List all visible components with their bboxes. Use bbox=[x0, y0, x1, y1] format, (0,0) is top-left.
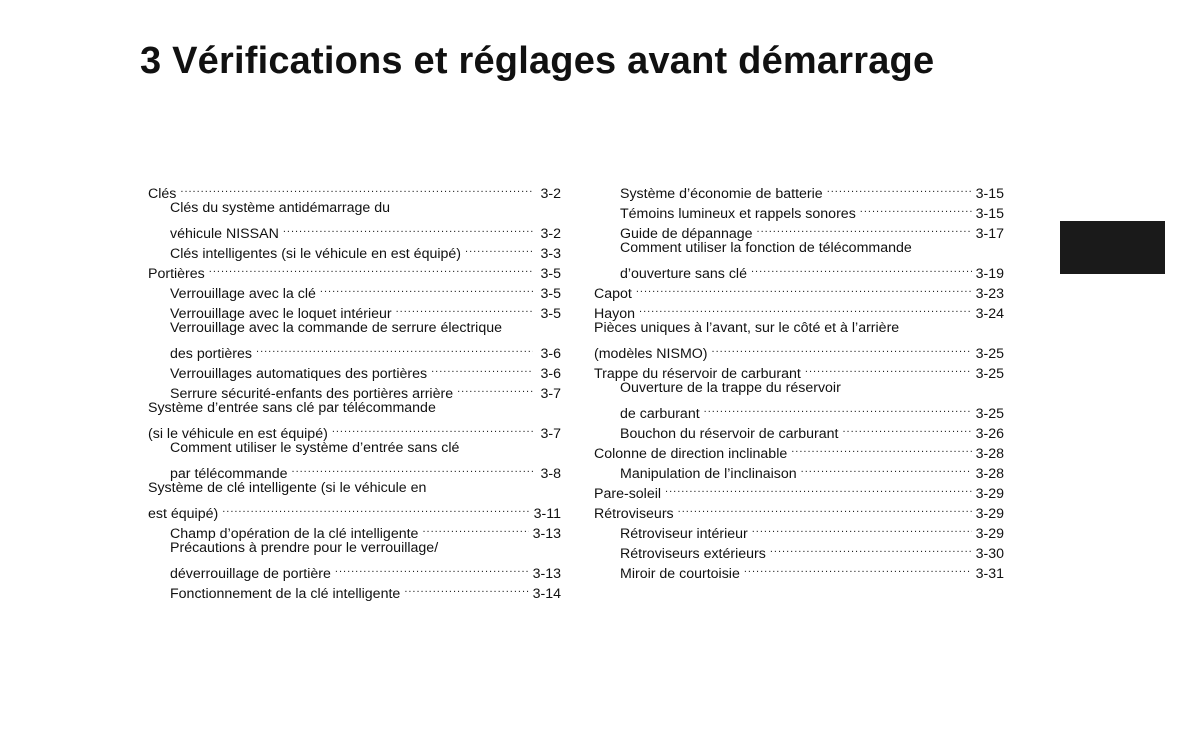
dot-leader bbox=[335, 558, 529, 578]
toc-entry[interactable] bbox=[148, 298, 561, 322]
toc-entry[interactable] bbox=[148, 578, 561, 602]
toc-entry[interactable] bbox=[594, 558, 1004, 582]
dot-leader bbox=[320, 278, 533, 298]
toc-entry[interactable] bbox=[148, 518, 561, 542]
dot-leader bbox=[283, 218, 533, 238]
dot-leader bbox=[292, 458, 533, 478]
toc-entry-title: Pare-soleil bbox=[594, 486, 662, 502]
toc-page-number: 3-24 bbox=[975, 306, 1004, 322]
toc-page-number: 3-6 bbox=[540, 346, 561, 362]
toc-entry[interactable] bbox=[594, 218, 1004, 242]
toc-page-number: 3-7 bbox=[540, 386, 561, 402]
toc-entry[interactable] bbox=[594, 278, 1004, 302]
toc-page-number: 3-8 bbox=[540, 466, 561, 482]
toc-entry[interactable] bbox=[594, 238, 1004, 282]
toc-page-number: 3-28 bbox=[975, 466, 1004, 482]
toc-page-number: 3-29 bbox=[975, 486, 1004, 502]
dot-leader bbox=[222, 498, 529, 518]
toc-page-number: 3-7 bbox=[540, 426, 561, 442]
dot-leader bbox=[751, 258, 972, 278]
dot-leader bbox=[757, 218, 972, 238]
toc-page-number: 3-2 bbox=[540, 226, 561, 242]
toc-entry[interactable] bbox=[148, 178, 561, 202]
toc-entry-title: de carburant bbox=[620, 406, 700, 422]
toc-entry-title: Clés bbox=[148, 186, 177, 202]
dot-leader bbox=[791, 438, 971, 458]
toc-page-number: 3-5 bbox=[540, 266, 561, 282]
toc-entry-title: Fonctionnement de la clé intelligente bbox=[170, 586, 401, 602]
toc-page-number: 3-15 bbox=[975, 206, 1004, 222]
toc-page-number: 3-29 bbox=[975, 506, 1004, 522]
toc-entry[interactable] bbox=[148, 438, 561, 482]
dot-leader bbox=[770, 538, 972, 558]
toc-page-number: 3-19 bbox=[975, 266, 1004, 282]
toc-page-number: 3-30 bbox=[975, 546, 1004, 562]
toc-entry-title: Verrouillage avec la clé bbox=[170, 286, 316, 302]
toc-entry[interactable] bbox=[594, 518, 1004, 542]
toc-entry-title: est équipé) bbox=[148, 506, 219, 522]
dot-leader bbox=[180, 178, 533, 198]
toc-entry-title: Rétroviseurs bbox=[594, 506, 674, 522]
page-title: 3 Vérifications et réglages avant démarrage bbox=[140, 40, 935, 82]
toc-entry[interactable] bbox=[148, 238, 561, 262]
toc-entry-title: Ouverture de la trappe du réservoir bbox=[620, 380, 841, 396]
dot-leader bbox=[827, 178, 972, 198]
dot-leader bbox=[639, 298, 972, 318]
toc-entry[interactable] bbox=[594, 378, 1004, 422]
toc-page-number: 3-25 bbox=[975, 366, 1004, 382]
toc-page-number: 3-23 bbox=[975, 286, 1004, 302]
toc-entry-title: Colonne de direction inclinable bbox=[594, 446, 788, 462]
toc-entry-title: Champ d’opération de la clé intelligente bbox=[170, 526, 419, 542]
toc-entry[interactable] bbox=[594, 538, 1004, 562]
toc-entry[interactable] bbox=[594, 298, 1004, 322]
toc-page-number: 3-14 bbox=[532, 586, 561, 602]
toc-entry-title: Rétroviseurs extérieurs bbox=[620, 546, 766, 562]
toc-page-number: 3-28 bbox=[975, 446, 1004, 462]
toc-page-number: 3-31 bbox=[975, 566, 1004, 582]
dot-leader bbox=[665, 478, 972, 498]
toc-entry-title: Verrouillage avec la commande de serrure électrique bbox=[170, 320, 503, 336]
dot-leader bbox=[465, 238, 533, 258]
toc-page-number: 3-25 bbox=[975, 406, 1004, 422]
toc-entry-title: Témoins lumineux et rappels sonores bbox=[620, 206, 856, 222]
toc-entry-title: Rétroviseur intérieur bbox=[620, 526, 748, 542]
toc-entry[interactable] bbox=[148, 198, 561, 242]
toc-entry[interactable] bbox=[148, 378, 561, 402]
toc-entry-title: Pièces uniques à l’avant, sur le côté et à l’arrière bbox=[594, 320, 900, 336]
dot-leader bbox=[805, 358, 972, 378]
toc-entry-title: Système d’économie de batterie bbox=[620, 186, 823, 202]
toc-entry[interactable] bbox=[148, 478, 561, 522]
toc-entry[interactable] bbox=[594, 418, 1004, 442]
toc-entry-title: Bouchon du réservoir de carburant bbox=[620, 426, 839, 442]
toc-entry-title: Manipulation de l’inclinaison bbox=[620, 466, 797, 482]
toc-page-number: 3-15 bbox=[975, 186, 1004, 202]
dot-leader bbox=[636, 278, 972, 298]
toc-page-number: 3-5 bbox=[540, 286, 561, 302]
toc-entry-title: Comment utiliser le système d’entrée sans clé bbox=[170, 440, 460, 456]
toc-entry-title: Comment utiliser la fonction de télécommande bbox=[620, 240, 912, 256]
toc-page-number: 3-6 bbox=[540, 366, 561, 382]
toc-page-number: 3-13 bbox=[532, 566, 561, 582]
toc-entry-title: Guide de dépannage bbox=[620, 226, 753, 242]
dot-leader bbox=[422, 518, 528, 538]
toc-entry[interactable] bbox=[594, 318, 1004, 362]
toc-page-number: 3-2 bbox=[540, 186, 561, 202]
toc-entry[interactable] bbox=[148, 318, 561, 362]
dot-leader bbox=[431, 358, 533, 378]
toc-entry-title: (si le véhicule en est équipé) bbox=[148, 426, 328, 442]
toc-entry[interactable] bbox=[594, 358, 1004, 382]
toc-entry-title: Verrouillage avec le loquet intérieur bbox=[170, 306, 392, 322]
toc-page-number: 3-25 bbox=[975, 346, 1004, 362]
toc-entry-title: Portières bbox=[148, 266, 205, 282]
chapter-tab bbox=[1060, 221, 1165, 274]
toc-entry[interactable] bbox=[594, 178, 1004, 202]
toc-entry[interactable] bbox=[148, 258, 561, 282]
dot-leader bbox=[752, 518, 972, 538]
toc-entry-title: des portières bbox=[170, 346, 253, 362]
toc-entry[interactable] bbox=[594, 458, 1004, 482]
dot-leader bbox=[704, 398, 972, 418]
toc-entry-title: déverrouillage de portière bbox=[170, 566, 331, 582]
dot-leader bbox=[396, 298, 533, 318]
toc-entry-title: véhicule NISSAN bbox=[170, 226, 279, 242]
toc-page-number: 3-5 bbox=[540, 306, 561, 322]
dot-leader bbox=[842, 418, 971, 438]
toc-page-number: 3-26 bbox=[975, 426, 1004, 442]
toc-entry-title: Système de clé intelligente (si le véhicule en bbox=[148, 480, 427, 496]
toc-entry-title: d’ouverture sans clé bbox=[620, 266, 747, 282]
dot-leader bbox=[404, 578, 528, 598]
toc-entry-title: Trappe du réservoir de carburant bbox=[594, 366, 801, 382]
dot-leader bbox=[256, 338, 533, 358]
toc-entry[interactable] bbox=[148, 538, 561, 582]
toc-entry-title: Clés du système antidémarrage du bbox=[170, 200, 391, 216]
dot-leader bbox=[801, 458, 972, 478]
toc-entry-title: Hayon bbox=[594, 306, 636, 322]
toc-entry[interactable] bbox=[148, 358, 561, 382]
toc-page-number: 3-13 bbox=[532, 526, 561, 542]
dot-leader bbox=[712, 338, 972, 358]
toc-entry[interactable] bbox=[594, 498, 1004, 522]
toc-entry-title: Système d’entrée sans clé par télécommande bbox=[148, 400, 436, 416]
toc-entry-title: par télécommande bbox=[170, 466, 288, 482]
toc-entry-title: Serrure sécurité-enfants des portières arrière bbox=[170, 386, 454, 402]
toc-page-number: 3-29 bbox=[975, 526, 1004, 542]
toc-left-column bbox=[148, 178, 561, 602]
toc-entry-title: Capot bbox=[594, 286, 632, 302]
toc-entry[interactable] bbox=[594, 438, 1004, 462]
toc-entry[interactable] bbox=[594, 198, 1004, 222]
dot-leader bbox=[678, 498, 972, 518]
toc-entry-title: (modèles NISMO) bbox=[594, 346, 708, 362]
dot-leader bbox=[744, 558, 972, 578]
toc-right-column bbox=[594, 178, 1004, 582]
toc-entry-title: Précautions à prendre pour le verrouillage/ bbox=[170, 540, 439, 556]
toc-page-number: 3-11 bbox=[533, 506, 561, 522]
toc-entry[interactable] bbox=[148, 398, 561, 442]
toc-entry-title: Clés intelligentes (si le véhicule en est équipé) bbox=[170, 246, 462, 262]
toc-entry-title: Verrouillages automatiques des portières bbox=[170, 366, 428, 382]
toc-page-number: 3-17 bbox=[975, 226, 1004, 242]
dot-leader bbox=[332, 418, 533, 438]
toc-entry[interactable] bbox=[148, 278, 561, 302]
dot-leader bbox=[860, 198, 972, 218]
toc-page-number: 3-3 bbox=[540, 246, 561, 262]
dot-leader bbox=[457, 378, 533, 398]
dot-leader bbox=[209, 258, 533, 278]
toc-entry[interactable] bbox=[594, 478, 1004, 502]
toc-entry-title: Miroir de courtoisie bbox=[620, 566, 740, 582]
